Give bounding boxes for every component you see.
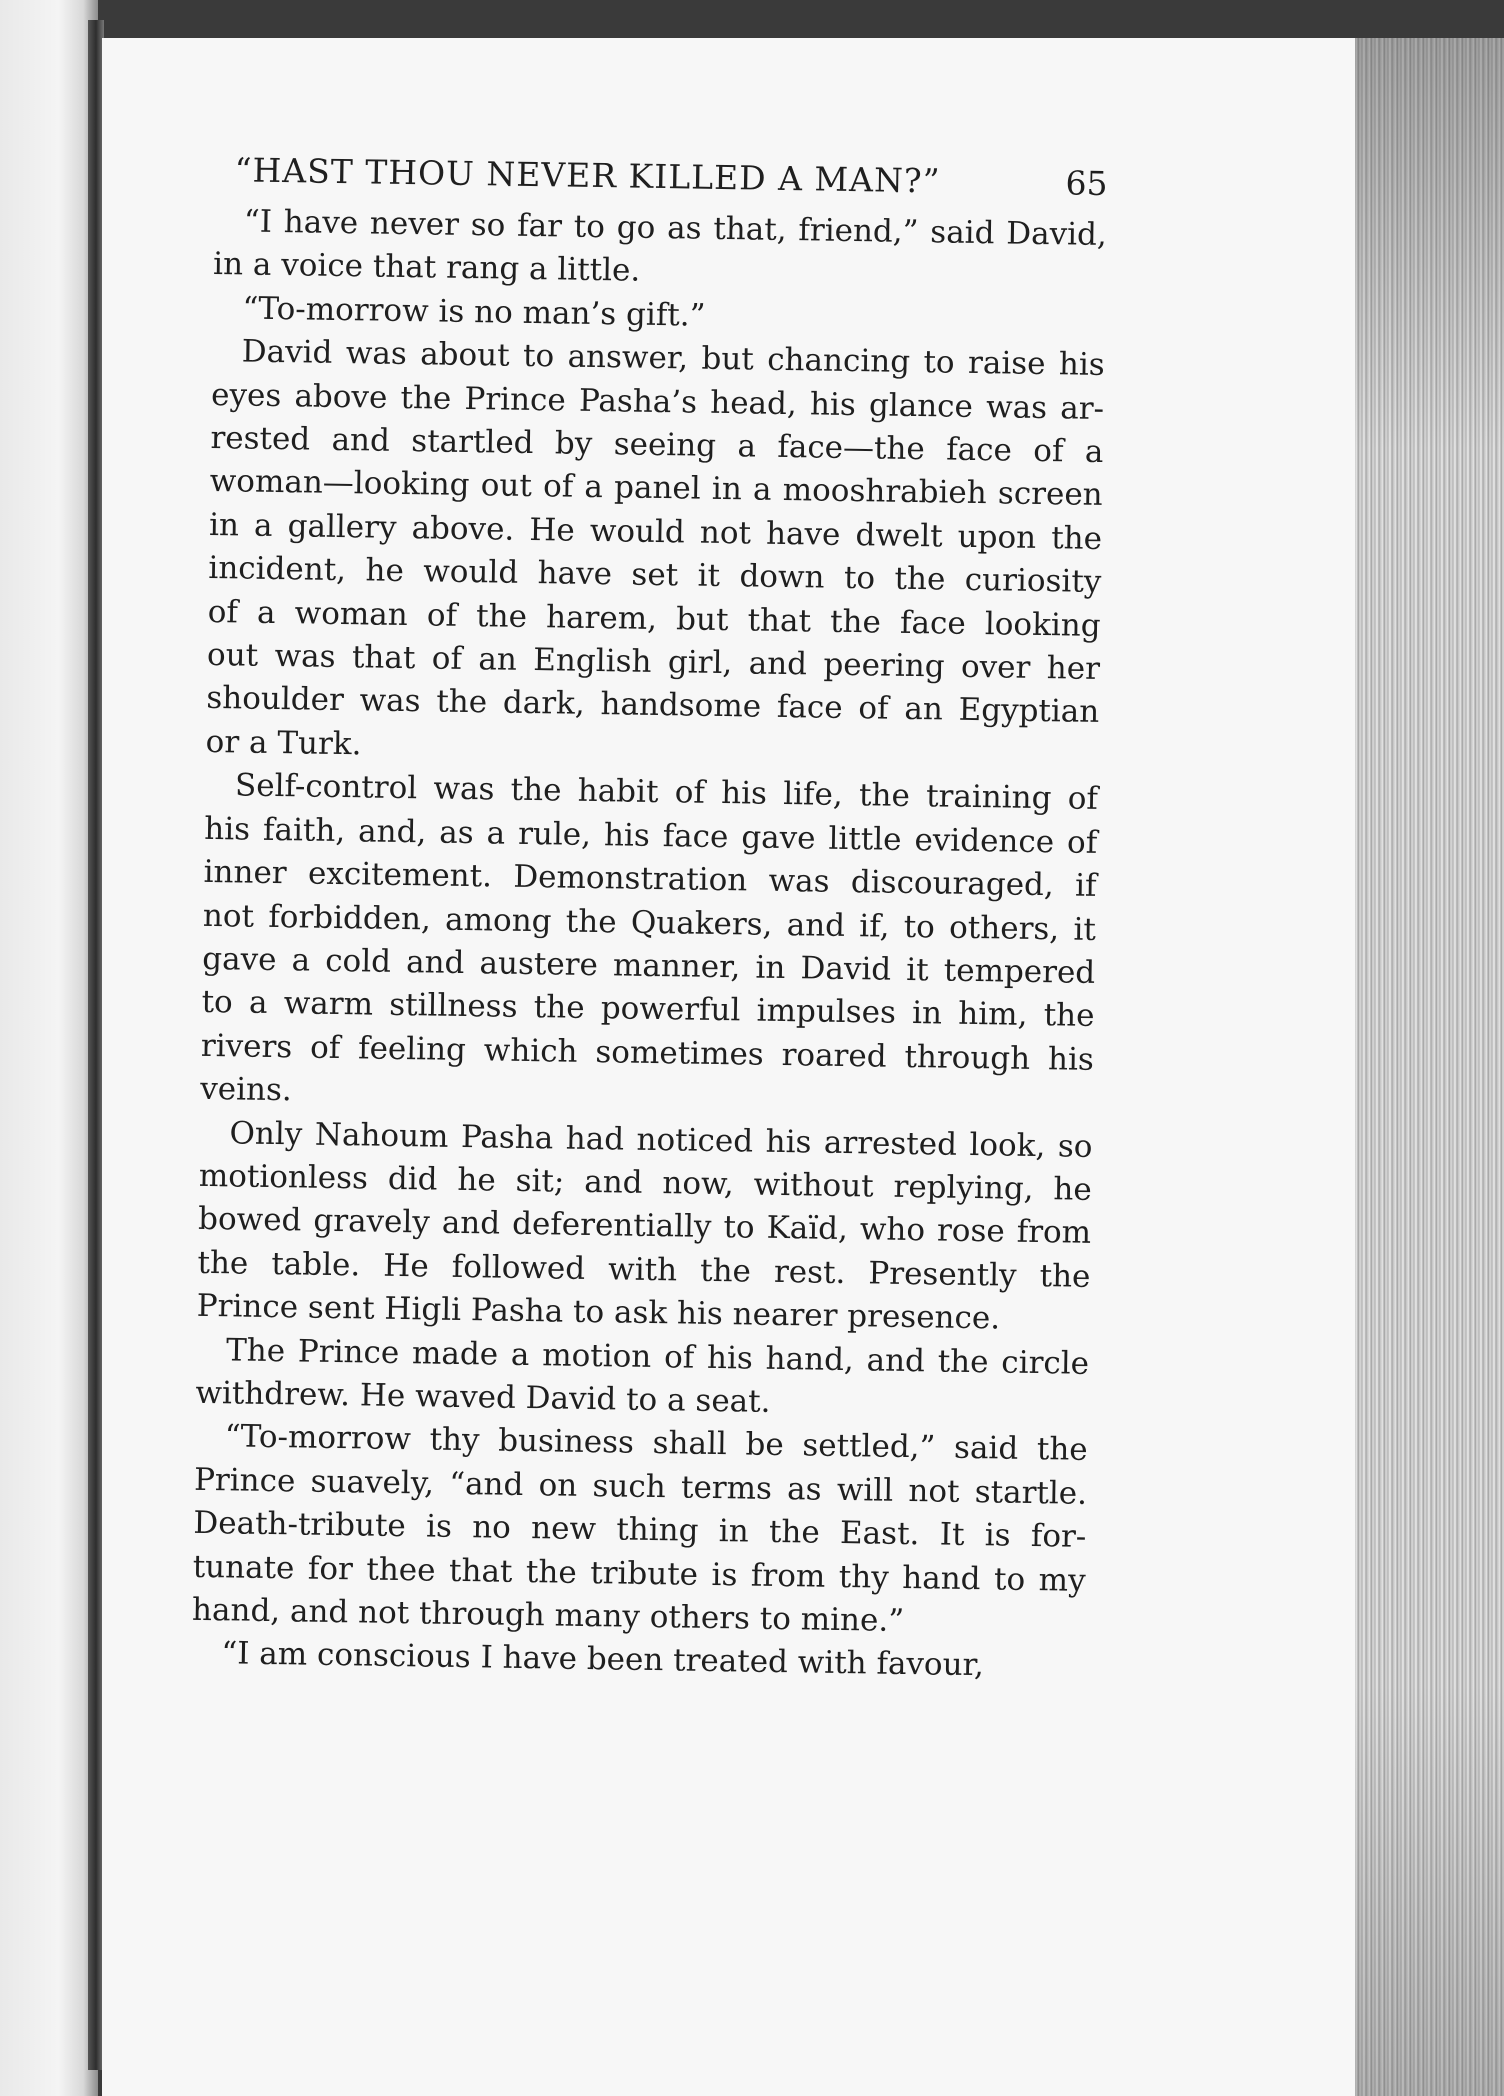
text-line: in a voice that rang a little. [212, 246, 641, 290]
text-line: “To-morrow is no man’s gift.” [242, 290, 706, 334]
page-number: 65 [1065, 163, 1108, 204]
text-line: withdrew. He waved David to a seat. [195, 1374, 771, 1420]
text-line: in a gallery above. He would not have dwelt upon the [208, 506, 1103, 557]
page-text-block [191, 150, 1108, 1690]
text-line: “To-morrow thy business shall be settled,” said the [224, 1418, 1088, 1469]
text-line: motionless did he sit; and now, without replying, he [198, 1157, 1093, 1208]
text-line: gave a cold and austere manner, in David it tempered [202, 940, 1096, 991]
paragraph [213, 200, 1107, 301]
text-line: woman—looking out of a panel in a mooshrabieh screen [209, 463, 1103, 514]
text-line: tunate for thee that the tribute is from thy hand to my [192, 1548, 1086, 1599]
text-line: veins. [199, 1071, 293, 1109]
text-line: the table. He followed with the rest. Presently the [197, 1244, 1091, 1295]
paragraph [195, 1328, 1089, 1429]
text-line: to a warm stillness the powerful impulses in him, the [201, 984, 1095, 1035]
paragraph [192, 1415, 1088, 1646]
text-line: rested and startled by seeing a face—the face of a [210, 419, 1104, 471]
text-line: or a Turk. [205, 723, 362, 763]
text-line: incident, he would have set it down to the curiosity [208, 550, 1102, 601]
text-line: eyes above the Prince Pasha’s head, his glance was ar- [210, 376, 1105, 427]
text-line: hand, and not through many others to mine.” [191, 1591, 905, 1640]
running-head-title: “HAST THOU NEVER KILLED A MAN?” [234, 150, 941, 201]
text-line: of a woman of the harem, but that the face looking [207, 593, 1101, 644]
body-text [191, 200, 1107, 1690]
text-line: out was that of an English girl, and peering over her [206, 637, 1101, 688]
page-stack-edge [1355, 38, 1504, 2096]
text-line: Prince sent Higli Pasha to ask his nearer presence. [196, 1288, 1001, 1337]
scan-background [0, 0, 1504, 40]
text-line: The Prince made a motion of his hand, and the circle [225, 1331, 1090, 1382]
text-line: inner excitement. Demonstration was discouraged, if [203, 854, 1097, 905]
paragraph [205, 330, 1105, 778]
paragraph [196, 1111, 1092, 1342]
facing-page-edge [0, 0, 98, 2096]
text-line: bowed gravely and deferentially to Kaïd, who rose from [197, 1201, 1092, 1252]
text-line: rivers of feeling which sometimes roared through his [200, 1027, 1095, 1078]
paragraph [200, 764, 1098, 1125]
text-line: Death-tribute is no new thing in the East. It is for- [193, 1505, 1087, 1556]
text-line: Self-control was the habit of his life, the training of [234, 767, 1099, 818]
text-line: David was about to answer, but chancing to raise his [241, 333, 1106, 384]
text-line: Prince suavely, “and on such terms as will not startle. [193, 1461, 1088, 1512]
text-line: Only Nahoum Pasha had noticed his arrested look, so [229, 1114, 1093, 1165]
text-line: “I have never so far to go as that, friend,” said David, [243, 203, 1108, 254]
text-line: “I am conscious I have been treated with favour, [221, 1635, 985, 1684]
text-line: not forbidden, among the Quakers, and if, to others, it [202, 897, 1097, 948]
text-line: his faith, and, as a rule, his face gave little evidence of [204, 810, 1098, 861]
text-line: shoulder was the dark, handsome face of an Egyptian [206, 680, 1100, 731]
